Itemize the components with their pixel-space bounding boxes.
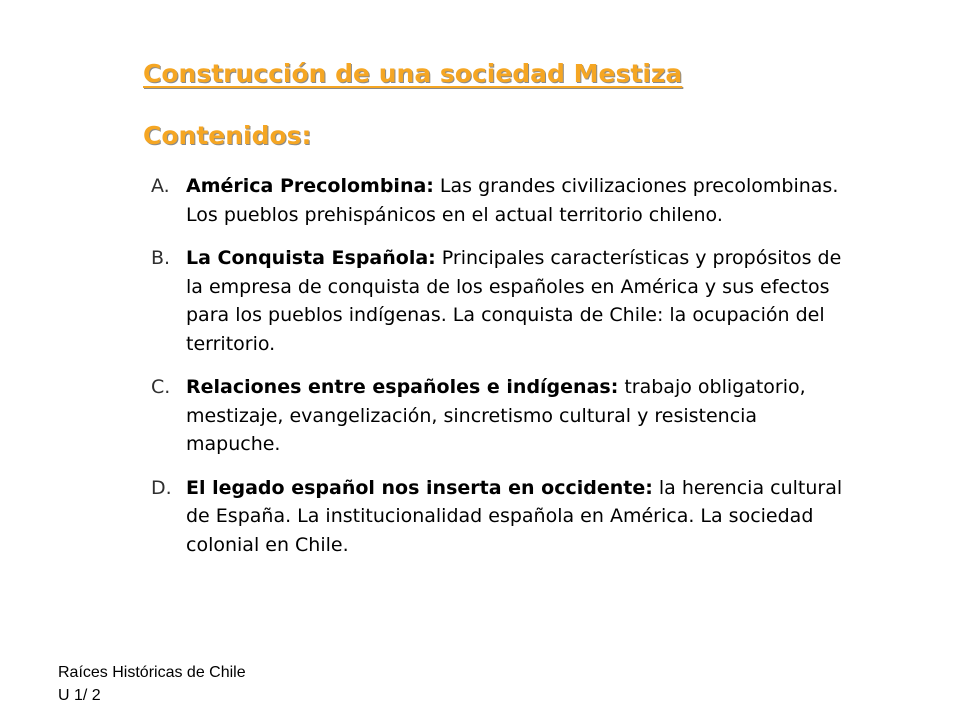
item-text: Las grandes civilizaciones precolombinas. Los pueblos prehispánicos en el actual territorio chileno. — [186, 175, 839, 226]
section-title: Contenidos: — [143, 121, 312, 150]
item-heading: América Precolombina: — [186, 175, 434, 197]
item-letter: D. — [151, 476, 172, 499]
list-item-a — [151, 172, 851, 229]
item-heading: El legado español nos inserta en occidente: — [186, 476, 653, 499]
contents-list — [151, 172, 851, 574]
item-text: trabajo obligatorio, mestizaje, evangelización, sincretismo cultural y resistencia mapuche. — [186, 376, 806, 455]
list-item-c — [151, 373, 851, 459]
item-text: la herencia cultural de España. La institucionalidad española en América. La sociedad colonial en Chile. — [186, 476, 843, 556]
item-heading: Relaciones entre españoles e indígenas: — [186, 376, 619, 398]
item-letter: C. — [151, 376, 171, 398]
item-letter: B. — [151, 247, 171, 269]
list-item-b — [151, 244, 851, 358]
slide-title: Construcción de una sociedad Mestiza — [143, 59, 683, 88]
footer-note: Raíces Históricas de Chile U 1/ 2 — [58, 664, 246, 704]
list-item-d — [151, 474, 851, 560]
item-heading: La Conquista Española: — [186, 247, 436, 269]
item-text: Principales características y propósitos de la empresa de conquista de los españoles en América y sus efectos para los pueblos indígenas. La conquista de Chile: la ocupación del territorio. — [186, 247, 842, 355]
item-letter: A. — [151, 175, 170, 197]
